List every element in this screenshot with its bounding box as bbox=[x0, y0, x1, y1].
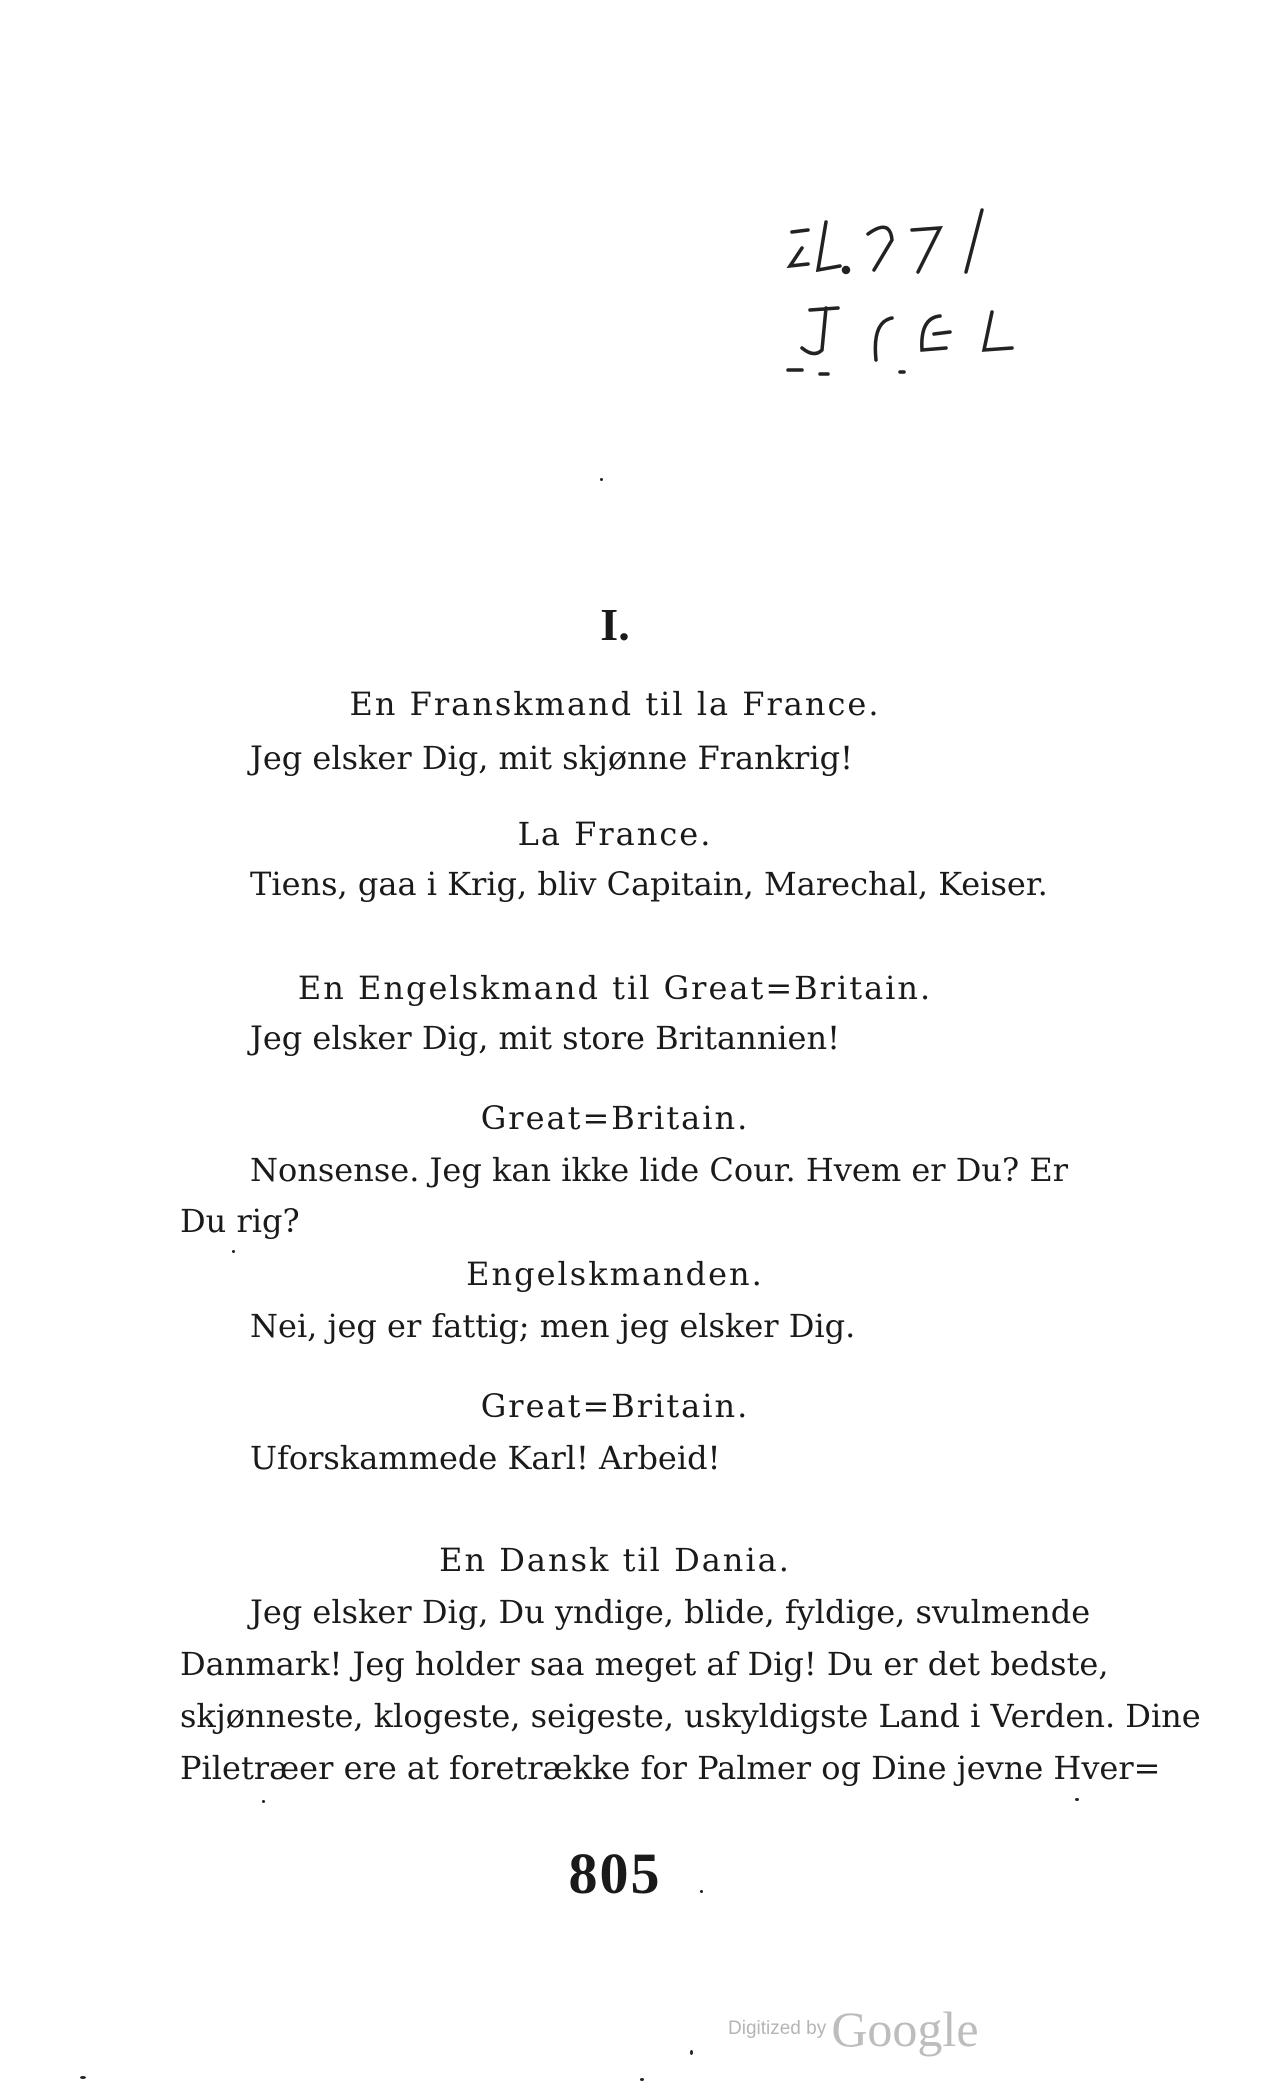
dialogue-line: Danmark! Jeg holder saa meget af Dig! Du er det bedste, bbox=[180, 1645, 1109, 1683]
watermark-brand: Google bbox=[831, 2001, 979, 2057]
scan-speck bbox=[232, 1250, 235, 1253]
scan-speck bbox=[700, 1890, 703, 1893]
dialogue-line: Tiens, gaa i Krig, bliv Capitain, Marechal, Keiser. bbox=[250, 865, 1048, 903]
dialogue-line: Jeg elsker Dig, Du yndige, blide, fyldige, svulmende bbox=[250, 1593, 1091, 1631]
watermark-prefix: Digitized by bbox=[728, 2018, 827, 2039]
scan-speck bbox=[80, 2076, 86, 2079]
speaker-heading: Great=Britain. bbox=[480, 1099, 750, 1137]
scan-speck bbox=[600, 478, 603, 481]
dialogue-line: Piletræer ere at foretrække for Palmer og Dine jevne Hver= bbox=[180, 1749, 1161, 1787]
dialogue-line: Jeg elsker Dig, mit skjønne Frankrig! bbox=[250, 739, 853, 777]
speaker-heading: Great=Britain. bbox=[480, 1387, 750, 1425]
scan-speck bbox=[262, 1800, 265, 1803]
scan-speck bbox=[1075, 1798, 1079, 1801]
handwritten-shelfmark bbox=[780, 200, 1060, 380]
scan-speck bbox=[640, 2078, 644, 2081]
page-number: 805 bbox=[568, 1841, 662, 1906]
speaker-heading: En Franskmand til la France. bbox=[349, 685, 881, 723]
dialogue-line: Uforskammede Karl! Arbeid! bbox=[250, 1439, 721, 1477]
handwritten-shelfmark-drawing bbox=[780, 200, 1060, 380]
speaker-heading: Engelskmanden. bbox=[466, 1255, 764, 1293]
digitization-watermark bbox=[728, 2000, 979, 2058]
section-numeral: I. bbox=[600, 599, 630, 650]
dialogue-line: skjønneste, klogeste, seigeste, uskyldigste Land i Verden. Dine bbox=[180, 1697, 1201, 1735]
speaker-heading: La France. bbox=[517, 815, 713, 853]
speaker-heading: En Dansk til Dania. bbox=[439, 1541, 791, 1579]
dialogue-line: Nei, jeg er fattig; men jeg elsker Dig. bbox=[250, 1307, 856, 1345]
dialogue-line: Du rig? bbox=[180, 1202, 300, 1240]
scan-speck bbox=[690, 2050, 693, 2055]
dialogue-line: Jeg elsker Dig, mit store Britannien! bbox=[250, 1019, 840, 1057]
dialogue-line: Nonsense. Jeg kan ikke lide Cour. Hvem er Du? Er bbox=[250, 1151, 1068, 1189]
speaker-heading: En Engelskmand til Great=Britain. bbox=[297, 969, 933, 1007]
